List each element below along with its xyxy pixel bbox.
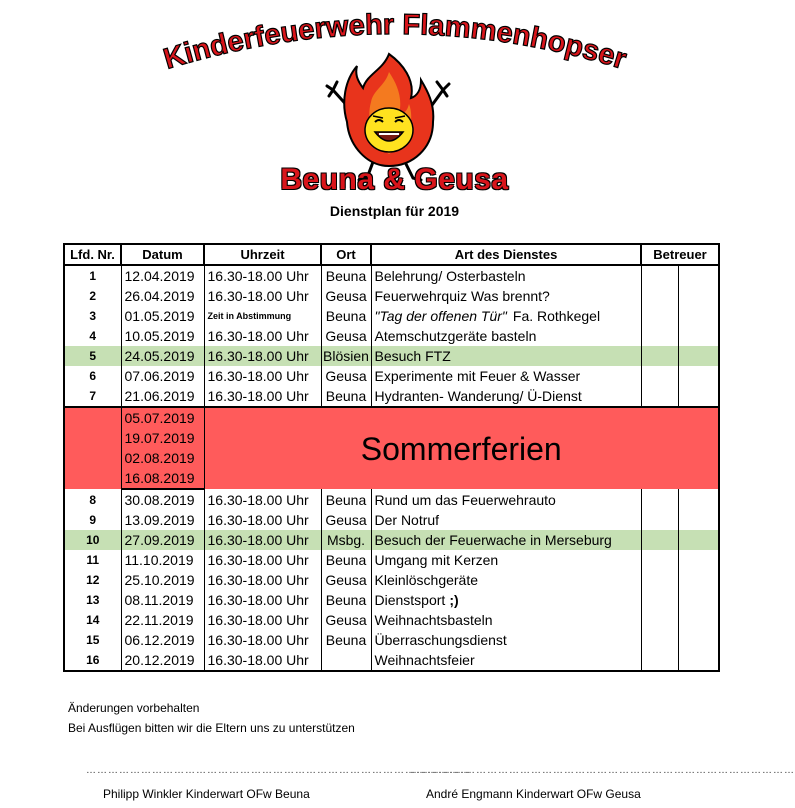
supervisor-cell-2	[678, 610, 719, 630]
row-service	[371, 590, 641, 610]
row-time: 16.30-18.00 Uhr	[204, 510, 321, 530]
row-place: Beuna	[321, 265, 371, 286]
row-number: 3	[64, 306, 121, 326]
supervisor-cell-1	[641, 530, 678, 550]
row-number: 2	[64, 286, 121, 306]
row-number: 4	[64, 326, 121, 346]
row-place: Beuna	[321, 489, 371, 510]
row-date: 10.05.2019	[121, 326, 204, 346]
row-service	[371, 366, 641, 386]
row-time: 16.30-18.00 Uhr	[204, 286, 321, 306]
table-row	[64, 550, 719, 570]
row-service-text: Weihnachtsbasteln	[374, 612, 493, 628]
row-place: Beuna	[321, 590, 371, 610]
supervisor-cell-1	[641, 366, 678, 386]
table-row	[64, 326, 719, 346]
row-service-extra: Fa. Rothkegel	[512, 308, 601, 324]
supervisor-cell-1	[641, 570, 678, 590]
row-place: Geusa	[321, 366, 371, 386]
row-date: 12.04.2019	[121, 265, 204, 286]
supervisor-cell-1	[641, 610, 678, 630]
table-row	[64, 489, 719, 510]
row-date: 07.06.2019	[121, 366, 204, 386]
row-number: 10	[64, 530, 121, 550]
row-service	[371, 570, 641, 590]
row-date: 30.08.2019	[121, 489, 204, 510]
supervisor-cell-2	[678, 590, 719, 610]
towns-title: Beuna & Geusa	[280, 163, 509, 196]
row-number: 8	[64, 489, 121, 510]
row-time: 16.30-18.00 Uhr	[204, 630, 321, 650]
supervisor-cell-2	[678, 489, 719, 510]
row-time: 16.30-18.00 Uhr	[204, 386, 321, 407]
row-number: 1	[64, 265, 121, 286]
row-time: Zeit in Abstimmung	[204, 306, 321, 326]
row-place: Beuna	[321, 630, 371, 650]
summer-break-block	[64, 407, 719, 489]
supervisor-cell-2	[678, 570, 719, 590]
row-service-text: Überraschungsdienst	[374, 632, 507, 648]
supervisor-cell-2	[678, 510, 719, 530]
row-service	[371, 489, 641, 510]
row-time: 16.30-18.00 Uhr	[204, 550, 321, 570]
col-header-place: Ort	[321, 244, 371, 265]
row-service-text: Experimente mit Feuer & Wasser	[374, 368, 581, 384]
row-service-text: Weihnachtsfeier	[374, 652, 475, 668]
supervisor-cell-1	[641, 306, 678, 326]
supervisor-cell-1	[641, 630, 678, 650]
row-number: 6	[64, 366, 121, 386]
supervisor-cell-1	[641, 286, 678, 306]
supervisor-cell-2	[678, 550, 719, 570]
row-service	[371, 326, 641, 346]
row-place: Msbg.	[321, 530, 371, 550]
col-header-service: Art des Dienstes	[371, 244, 641, 265]
table-row	[64, 306, 719, 326]
row-service	[371, 650, 641, 671]
row-place	[321, 650, 371, 671]
summer-date: 19.07.2019	[121, 428, 204, 448]
plan-title: Dienstplan für 2019	[329, 203, 460, 219]
signature-right: André Engmann Kinderwart OFw Geusa	[426, 787, 641, 801]
row-service	[371, 286, 641, 306]
supervisor-cell-1	[641, 346, 678, 366]
summer-label: Sommerferien	[204, 407, 719, 489]
supervisor-cell-2	[678, 326, 719, 346]
table-row	[64, 286, 719, 306]
row-time: 16.30-18.00 Uhr	[204, 326, 321, 346]
summer-nr-cell	[64, 407, 121, 489]
row-place: Geusa	[321, 326, 371, 346]
summer-row	[64, 407, 719, 428]
row-place: Beuna	[321, 306, 371, 326]
row-service	[371, 265, 641, 286]
row-service-extra: ;)	[449, 592, 459, 608]
row-service-text: "Tag der offenen Tür"	[374, 308, 507, 324]
supervisor-cell-1	[641, 489, 678, 510]
table-row	[64, 386, 719, 407]
row-date: 08.11.2019	[121, 590, 204, 610]
row-place: Geusa	[321, 286, 371, 306]
summer-date: 02.08.2019	[121, 448, 204, 468]
table-row	[64, 346, 719, 366]
row-date: 26.04.2019	[121, 286, 204, 306]
row-time: 16.30-18.00 Uhr	[204, 489, 321, 510]
table-row	[64, 590, 719, 610]
col-header-date: Datum	[121, 244, 204, 265]
row-service-text: Kleinlöschgeräte	[374, 572, 479, 588]
row-service-text: Umgang mit Kerzen	[374, 552, 499, 568]
row-date: 01.05.2019	[121, 306, 204, 326]
row-service-text: Besuch der Feuerwache in Merseburg	[374, 532, 612, 548]
table-row	[64, 530, 719, 550]
row-service	[371, 386, 641, 407]
row-number: 16	[64, 650, 121, 671]
row-date: 25.10.2019	[121, 570, 204, 590]
row-time: 16.30-18.00 Uhr	[204, 570, 321, 590]
row-service	[371, 346, 641, 366]
row-service	[371, 510, 641, 530]
row-time: 16.30-18.00 Uhr	[204, 265, 321, 286]
supervisor-cell-2	[678, 286, 719, 306]
col-header-nr: Lfd. Nr.	[64, 244, 121, 265]
supervisor-cell-2	[678, 650, 719, 671]
row-date: 11.10.2019	[121, 550, 204, 570]
row-date: 24.05.2019	[121, 346, 204, 366]
schedule-table	[63, 243, 720, 672]
row-service-text: Belehrung/ Osterbasteln	[374, 268, 526, 284]
row-service-text: Hydranten- Wanderung/ Ü-Dienst	[374, 388, 582, 404]
row-place: Geusa	[321, 510, 371, 530]
schedule-body-autumn	[64, 489, 719, 671]
schedule-body-spring	[64, 265, 719, 407]
row-number: 11	[64, 550, 121, 570]
row-number: 12	[64, 570, 121, 590]
table-row	[64, 610, 719, 630]
col-header-time: Uhrzeit	[204, 244, 321, 265]
row-service	[371, 530, 641, 550]
row-place: Beuna	[321, 550, 371, 570]
supervisor-cell-1	[641, 386, 678, 407]
row-place: Beuna	[321, 386, 371, 407]
supervisor-cell-2	[678, 265, 719, 286]
supervisor-cell-1	[641, 650, 678, 671]
row-service-text: Atemschutzgeräte basteln	[374, 328, 537, 344]
row-number: 13	[64, 590, 121, 610]
row-time: 16.30-18.00 Uhr	[204, 610, 321, 630]
row-time: 16.30-18.00 Uhr	[204, 590, 321, 610]
supervisor-cell-2	[678, 630, 719, 650]
supervisor-cell-1	[641, 510, 678, 530]
row-service-text: Der Notruf	[374, 512, 440, 528]
row-date: 06.12.2019	[121, 630, 204, 650]
table-row	[64, 630, 719, 650]
table-row	[64, 570, 719, 590]
row-service-text: Dienstsport	[374, 592, 446, 608]
table-row	[64, 265, 719, 286]
parents-note: Bei Ausflügen bitten wir die Eltern uns zu unterstützen	[68, 721, 355, 735]
row-service	[371, 550, 641, 570]
supervisor-cell-2	[678, 530, 719, 550]
row-service	[371, 630, 641, 650]
supervisor-cell-1	[641, 550, 678, 570]
row-date: 22.11.2019	[121, 610, 204, 630]
supervisor-cell-1	[641, 590, 678, 610]
row-service-text: Besuch FTZ	[374, 348, 451, 364]
row-place: Blösien	[321, 346, 371, 366]
col-header-supervisor: Betreuer	[641, 244, 719, 265]
row-date: 13.09.2019	[121, 510, 204, 530]
table-header-row	[64, 244, 719, 265]
row-time: 16.30-18.00 Uhr	[204, 346, 321, 366]
row-time: 16.30-18.00 Uhr	[204, 650, 321, 671]
signature-line-right: ……………………………………………………………………………………………	[410, 765, 795, 776]
changes-note: Änderungen vorbehalten	[68, 701, 200, 715]
row-number: 9	[64, 510, 121, 530]
signature-left: Philipp Winkler Kinderwart OFw Beuna	[103, 787, 310, 801]
supervisor-cell-1	[641, 326, 678, 346]
signature-line-left: ……………………………………………………………………………………………	[86, 765, 471, 776]
table-row	[64, 366, 719, 386]
row-place: Geusa	[321, 610, 371, 630]
row-service-text: Rund um das Feuerwehrauto	[374, 491, 556, 508]
row-date: 27.09.2019	[121, 530, 204, 550]
summer-date: 16.08.2019	[121, 468, 204, 489]
row-time: 16.30-18.00 Uhr	[204, 366, 321, 386]
row-date: 21.06.2019	[121, 386, 204, 407]
row-service-text: Feuerwehrquiz Was brennt?	[374, 288, 550, 304]
supervisor-cell-2	[678, 366, 719, 386]
supervisor-cell-2	[678, 306, 719, 326]
row-number: 7	[64, 386, 121, 407]
table-row	[64, 510, 719, 530]
supervisor-cell-2	[678, 346, 719, 366]
row-place: Geusa	[321, 570, 371, 590]
row-number: 5	[64, 346, 121, 366]
row-time: 16.30-18.00 Uhr	[204, 530, 321, 550]
supervisor-cell-1	[641, 265, 678, 286]
row-number: 14	[64, 610, 121, 630]
summer-date: 05.07.2019	[121, 407, 204, 428]
supervisor-cell-2	[678, 386, 719, 407]
row-date: 20.12.2019	[121, 650, 204, 671]
row-service	[371, 306, 641, 326]
row-number: 15	[64, 630, 121, 650]
club-name-text: Kinderfeuerwehr Flammenhopser	[160, 8, 631, 76]
row-service	[371, 610, 641, 630]
table-row	[64, 650, 719, 671]
